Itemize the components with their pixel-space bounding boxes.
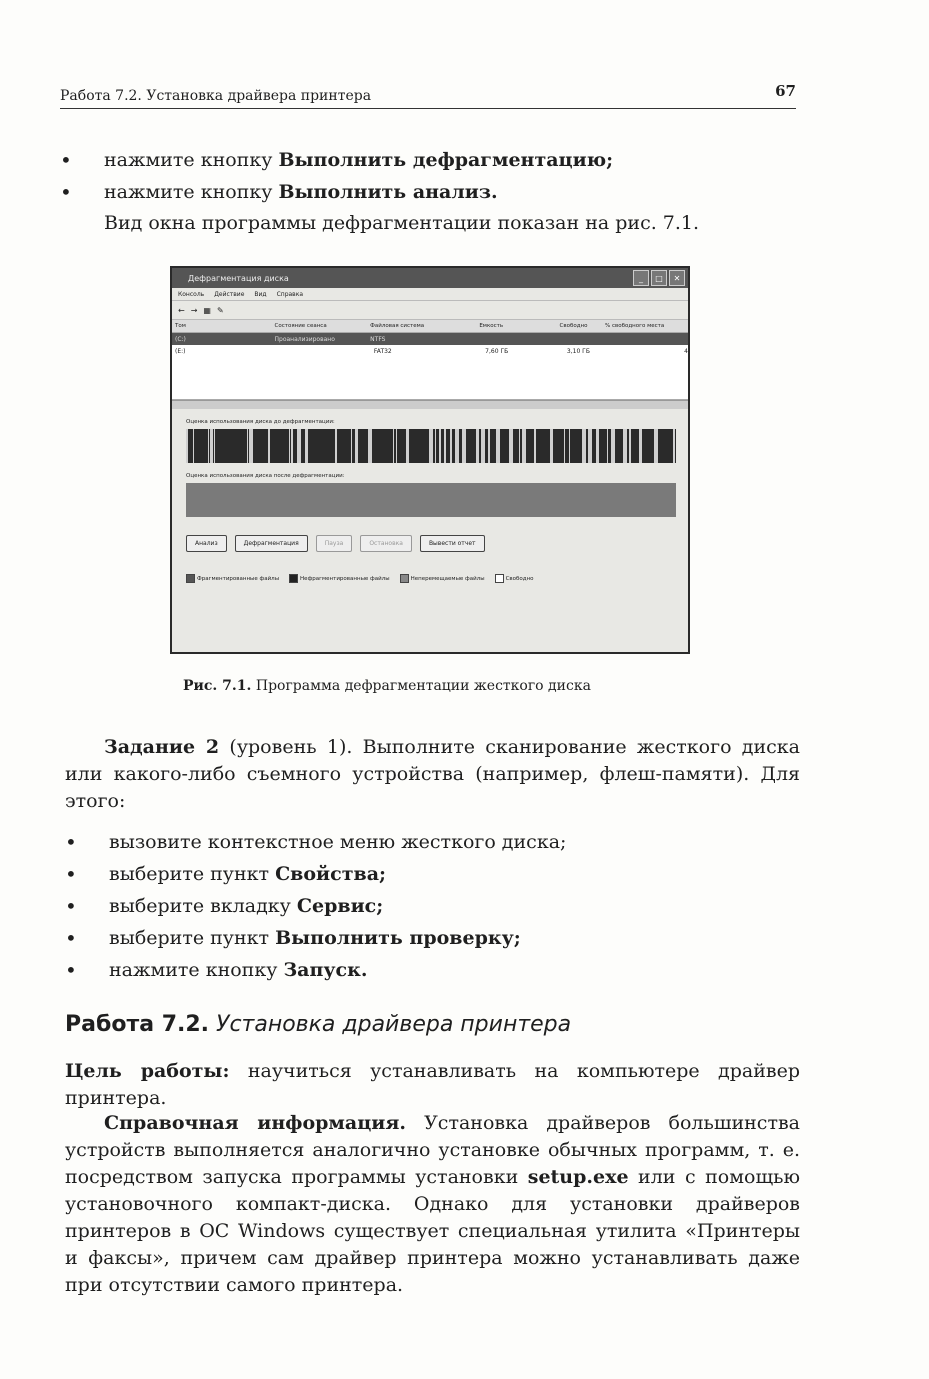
- fragment-stripe: [596, 429, 599, 463]
- table-row[interactable]: [172, 345, 688, 357]
- column-header[interactable]: Состояние сеанса: [274, 323, 327, 329]
- bullet-text: нажмите кнопку: [104, 181, 279, 203]
- list-item: [65, 858, 805, 890]
- caption-text: Программа дефрагментации жесткого диска: [251, 678, 591, 694]
- properties-icon[interactable]: ✎: [216, 305, 224, 315]
- legend-item: [186, 574, 279, 583]
- view-icon[interactable]: ▦: [203, 305, 211, 315]
- legend-label: Нефрагментированные файлы: [300, 575, 390, 582]
- setup-exe-name: setup.exe: [527, 1166, 629, 1188]
- legend-item: [495, 574, 534, 583]
- legend-item: [400, 574, 485, 583]
- intro-text: Вид окна программы дефрагментации показан на рис. 7.1.: [104, 212, 700, 234]
- fragment-stripe: [519, 429, 520, 463]
- column-header[interactable]: Файловая система: [370, 323, 425, 329]
- column-header[interactable]: % свободного места: [605, 323, 665, 329]
- menu-item[interactable]: Справка: [276, 290, 304, 298]
- fragment-stripe: [534, 429, 536, 463]
- legend-label: Свободно: [505, 575, 534, 582]
- bullet-bold: Запуск.: [283, 959, 368, 981]
- legend-label: Неперемещаемые файлы: [410, 575, 485, 582]
- bullet-bold: Сервис;: [296, 895, 384, 917]
- table-row[interactable]: [172, 333, 688, 345]
- task2-bullet-list: [65, 826, 805, 986]
- menu-item[interactable]: Вид: [254, 290, 267, 298]
- list-item: [65, 890, 805, 922]
- cell-volume: (E:): [175, 347, 186, 355]
- cell-free: 3,10 ГБ: [566, 347, 590, 355]
- fragment-stripe: [639, 429, 642, 463]
- action-buttons: [172, 517, 688, 552]
- fragment-stripe: [582, 429, 586, 463]
- minimize-icon[interactable]: _: [633, 270, 649, 286]
- fragment-stripe: [509, 429, 513, 463]
- bullet-text: выберите вкладку: [109, 895, 297, 917]
- fragment-stripe: [623, 429, 627, 463]
- fragment-stripe: [268, 429, 270, 463]
- task-label: Задание 2: [104, 736, 220, 758]
- top-bullet-list: [60, 144, 800, 208]
- swatch-icon: [495, 574, 504, 583]
- stop-button[interactable]: Остановка: [360, 535, 412, 552]
- fragment-stripe: [247, 429, 248, 463]
- bullet-text: вызовите контекстное меню жесткого диска;: [109, 831, 567, 853]
- forward-icon[interactable]: →: [190, 305, 198, 315]
- list-item: [65, 922, 805, 954]
- caption-label: Рис. 7.1.: [183, 678, 252, 694]
- column-header[interactable]: Свободно: [559, 323, 588, 329]
- running-header: [60, 82, 796, 109]
- fragment-stripe: [335, 429, 337, 463]
- volume-list-header: [172, 320, 688, 333]
- report-button[interactable]: Вывести отчет: [420, 535, 485, 552]
- swatch-icon: [186, 574, 195, 583]
- cell-fs: FAT32: [373, 347, 392, 355]
- bullet-text: выберите пункт: [109, 927, 276, 949]
- reference-label: Справочная информация.: [104, 1112, 406, 1134]
- fragment-stripe: [569, 429, 570, 463]
- fragment-stripe: [550, 429, 553, 463]
- fragment-stripe: [249, 429, 253, 463]
- fragment-stripe: [450, 429, 452, 463]
- fragmentation-stripes: [186, 429, 676, 463]
- figure-caption: [183, 678, 591, 694]
- legend-item: [289, 574, 390, 583]
- fragment-stripe: [629, 429, 631, 463]
- horizontal-scrollbar[interactable]: [172, 400, 688, 409]
- fragment-stripe: [462, 429, 466, 463]
- list-item: [65, 826, 805, 858]
- fragment-stripe: [355, 429, 358, 463]
- fragment-stripe: [444, 429, 446, 463]
- legend-label: Фрагментированные файлы: [197, 575, 280, 582]
- running-title: Работа 7.2. Установка драйвера принтера: [60, 88, 372, 104]
- figure-screenshot: [170, 266, 690, 654]
- analyze-button[interactable]: Анализ: [186, 535, 227, 552]
- swatch-icon: [400, 574, 409, 583]
- goal-paragraph: [65, 1058, 800, 1112]
- fragment-stripe: [368, 429, 372, 463]
- reference-paragraph: [65, 1110, 800, 1299]
- menu-item[interactable]: Консоль: [178, 290, 205, 298]
- reference-text: Установка драйверов большинства устройств выполняется аналогично установке обычных программ, т. е. посредством запуска программы установки: [65, 1112, 800, 1188]
- cell-pct: 4: [684, 347, 688, 355]
- column-header[interactable]: Емкость: [479, 323, 504, 329]
- bullet-bold: Выполнить дефрагментацию;: [278, 149, 614, 171]
- swatch-icon: [289, 574, 298, 583]
- window-titlebar: [172, 268, 688, 288]
- toolbar: [172, 301, 688, 320]
- after-label: Оценка использования диска после дефрагментации:: [186, 473, 345, 479]
- page-number: 67: [775, 82, 796, 100]
- list-item: [60, 176, 800, 208]
- menu-bar: [172, 288, 688, 301]
- usage-bar-after: [186, 483, 676, 517]
- menu-item[interactable]: Действие: [214, 290, 245, 298]
- fragment-stripe: [291, 429, 293, 463]
- fragment-stripe: [481, 429, 485, 463]
- fragment-stripe: [289, 429, 290, 463]
- before-label: Оценка использования диска до дефрагментации:: [186, 419, 335, 425]
- bullet-bold: Выполнить анализ.: [278, 181, 498, 203]
- fragment-stripe: [439, 429, 441, 463]
- fragment-stripe: [522, 429, 526, 463]
- bullet-text: нажмите кнопку: [104, 149, 279, 171]
- goal-text: научиться устанавливать на компьютере драйвер принтера.: [65, 1060, 800, 1109]
- fragment-stripe: [476, 429, 479, 463]
- defrag-button[interactable]: Дефрагментация: [235, 535, 308, 552]
- task2-paragraph: [65, 734, 800, 815]
- cell-fs: NTFS: [370, 335, 386, 343]
- fragment-stripe: [455, 429, 459, 463]
- fragment-stripe: [496, 429, 500, 463]
- fragment-stripe: [396, 429, 397, 463]
- fragment-stripe: [214, 429, 215, 463]
- fragment-stripe: [393, 429, 394, 463]
- section-heading: [65, 1012, 571, 1037]
- fragment-stripe: [435, 429, 436, 463]
- fragment-stripe: [193, 429, 194, 463]
- pause-button[interactable]: Пауза: [316, 535, 353, 552]
- close-icon[interactable]: ✕: [669, 270, 685, 286]
- goal-label: Цель работы:: [65, 1060, 230, 1082]
- fragment-stripe: [429, 429, 433, 463]
- window-title: Дефрагментация диска: [188, 273, 289, 283]
- section-number: Работа 7.2.: [65, 1012, 210, 1037]
- bullet-bold: Выполнить проверку;: [275, 927, 521, 949]
- fragment-stripe: [406, 429, 409, 463]
- fragment-stripe: [351, 429, 352, 463]
- fragment-stripe: [297, 429, 301, 463]
- cell-capacity: 7,60 ГБ: [485, 347, 509, 355]
- fragment-stripe: [488, 429, 490, 463]
- bullet-bold: Свойства;: [275, 863, 387, 885]
- fragment-stripe: [588, 429, 592, 463]
- section-title: Установка драйвера принтера: [216, 1012, 572, 1037]
- volume-list: [172, 333, 688, 400]
- column-header[interactable]: Том: [175, 323, 186, 329]
- bullet-text: нажмите кнопку: [109, 959, 284, 981]
- fragment-stripe: [305, 429, 308, 463]
- legend: [172, 552, 688, 583]
- cell-status: Проанализировано: [274, 335, 335, 343]
- fragment-stripe: [210, 429, 213, 463]
- bullet-text: выберите пункт: [109, 863, 276, 885]
- fragment-stripe: [654, 429, 658, 463]
- list-item: [60, 144, 800, 176]
- maximize-icon[interactable]: □: [651, 270, 667, 286]
- cell-volume: (C:): [175, 335, 186, 343]
- fragment-stripe: [564, 429, 565, 463]
- fragment-stripe: [186, 429, 188, 463]
- fragment-stripe: [673, 429, 675, 463]
- back-icon[interactable]: ←: [178, 305, 185, 315]
- fragment-stripe: [607, 429, 608, 463]
- task-text: (уровень 1). Выполните сканирование жесткого диска или какого-либо съемного устройства (например, флеш-памяти). Для этого:: [65, 736, 800, 812]
- fragment-stripe: [611, 429, 615, 463]
- list-item: [65, 954, 805, 986]
- fragment-stripe: [208, 429, 209, 463]
- usage-bar-before: [186, 429, 676, 463]
- reference-text: или с помощью установочного компакт-диска. Однако для установки драйверов принтеров в ОС Windows существует специальная утилита «Принтеры и факсы», причем сам драйвер принтера можно устанавливать даже при отсутствии самого принтера.: [65, 1166, 800, 1296]
